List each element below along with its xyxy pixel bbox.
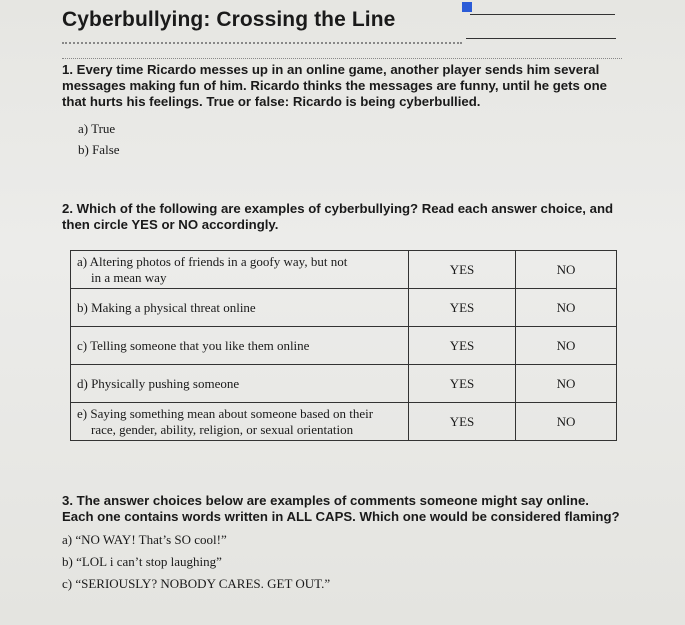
- row-a-line1: a) Altering photos of friends in a goofy way, but not: [77, 253, 348, 269]
- table-row: [71, 327, 617, 365]
- q1-option-a[interactable]: a) True: [78, 121, 116, 136]
- table-row: [71, 365, 617, 403]
- row-e-line2: race, gender, ability, religion, or sexual orientation: [91, 421, 354, 437]
- row-c-yes[interactable]: YES: [409, 327, 516, 365]
- q3-option-c[interactable]: c) “SERIOUSLY? NOBODY CARES. GET OUT.”: [62, 576, 331, 591]
- row-e-line1: e) Saying something mean about someone based on their: [77, 405, 374, 421]
- q1-option-b[interactable]: b) False: [78, 142, 120, 157]
- question-2-text: 2. Which of the following are examples of cyberbullying? Read each answer choice, and then circle YES or NO accordingly.: [62, 201, 614, 232]
- page-title: Cyberbullying: Crossing the Line: [62, 8, 396, 31]
- header-rule-top: [470, 14, 615, 15]
- table-row: [71, 289, 617, 327]
- row-a-label: [71, 251, 409, 289]
- row-b-no[interactable]: NO: [516, 289, 617, 327]
- header-rule-name: [466, 38, 616, 39]
- row-e-no[interactable]: NO: [516, 403, 617, 441]
- row-b-label: b) Making a physical threat online: [71, 289, 409, 327]
- header-dotted-rule-2: [62, 58, 622, 59]
- q3-option-a[interactable]: a) “NO WAY! That’s SO cool!”: [62, 532, 227, 547]
- row-d-yes[interactable]: YES: [409, 365, 516, 403]
- q3-option-b[interactable]: b) “LOL i can’t stop laughing”: [62, 554, 222, 569]
- row-c-label: c) Telling someone that you like them online: [71, 327, 409, 365]
- row-a-line2: in a mean way: [91, 269, 167, 285]
- table-row: [71, 403, 617, 441]
- row-c-no[interactable]: NO: [516, 327, 617, 365]
- question-1-text: 1. Every time Ricardo messes up in an online game, another player sends him several messages making fun of him. Ricardo thinks the messages are funny, until he gets one that hurts his feelings. True or false: Ricardo is being cyberbullied.: [62, 62, 607, 109]
- row-d-label: d) Physically pushing someone: [71, 365, 409, 403]
- header-dotted-rule: [62, 42, 462, 44]
- row-a-yes[interactable]: YES: [409, 251, 516, 289]
- row-a-no[interactable]: NO: [516, 251, 617, 289]
- row-b-yes[interactable]: YES: [409, 289, 516, 327]
- row-d-no[interactable]: NO: [516, 365, 617, 403]
- table-row: [71, 251, 617, 289]
- yes-no-table: [70, 250, 617, 441]
- row-e-label: [71, 403, 409, 441]
- row-e-yes[interactable]: YES: [409, 403, 516, 441]
- question-3-text: 3. The answer choices below are examples of comments someone might say online. Each one contains words written in ALL CAPS. Which one would be considered flaming?: [62, 493, 620, 524]
- blue-marker: [462, 2, 472, 12]
